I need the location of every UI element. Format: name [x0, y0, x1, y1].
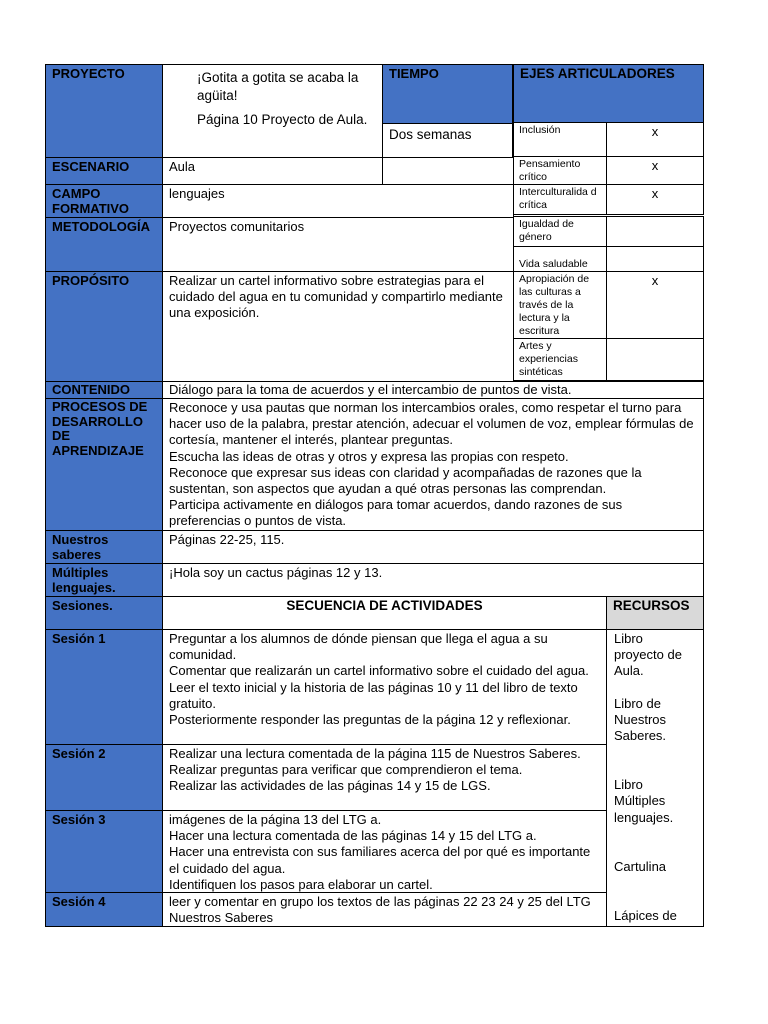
metodologia-value: Proyectos comunitarios — [162, 217, 514, 272]
activity-line: leer y comentar en grupo los textos de las páginas 22 23 24 y 25 del LTG Nuestros Saberes — [169, 894, 591, 926]
session-label: Sesión 3 — [45, 810, 163, 893]
activity-line: Hacer una entrevista con sus familiares acerca del por qué es importante el cuidado del agua. — [169, 844, 591, 876]
ejes-label: EJES ARTICULADORES — [513, 64, 704, 123]
recurso-item: Lápices de — [614, 908, 677, 924]
activity-line: Comentar que realizarán un cartel informativo sobre el cuidado del agua. — [169, 663, 589, 679]
recurso-item: Libro de Nuestros Saberes. — [614, 695, 667, 744]
eje-mark: x — [606, 156, 704, 185]
session-activities — [162, 810, 607, 893]
session-label: Sesión 2 — [45, 744, 163, 811]
session-activities — [162, 892, 607, 927]
activity-line: Realizar preguntas para verificar que comprendieron el tema. — [169, 762, 523, 778]
activity-line: Hacer una lectura comentada de las páginas 14 y 15 del LTG a. — [169, 828, 537, 844]
multiples-label: Múltiples lenguajes. — [45, 563, 163, 597]
escenario-empty — [382, 157, 514, 185]
activity-line: Identifiquen los pasos para elaborar un cartel. — [169, 876, 433, 892]
proceso-line: Participa activamente en diálogos para tomar acuerdos, dando razones de sus preferencias o puntos de vista. — [169, 497, 623, 529]
saberes-value: Páginas 22-25, 115. — [162, 530, 704, 564]
tiempo-value: Dos semanas — [382, 123, 513, 158]
escenario-value: Aula — [162, 157, 383, 185]
eje-name: Apropiación de las culturas a través de la lectura y la escritura — [513, 271, 607, 339]
eje-name: Interculturalida d crítica — [513, 184, 607, 215]
activity-line: Leer el texto inicial y la historia de las páginas 10 y 11 del libro de texto gratuito. — [169, 679, 578, 711]
eje-name: Artes y experiencias sintéticas — [513, 338, 607, 381]
recursos-cell — [606, 629, 704, 927]
activity-line: Preguntar a los alumnos de dónde piensan que llega el agua a su comunidad. — [169, 631, 548, 663]
session-label: Sesión 4 — [45, 892, 163, 927]
saberes-label: Nuestros saberes — [45, 530, 163, 564]
proceso-line: Reconoce y usa pautas que norman los intercambios orales, como respetar el turno para hacer uso de la palabra, prestar atención, adecuar el volumen de voz, emplear fórmulas de cortesía, mantener el interés, plantear preguntas. — [169, 400, 694, 448]
escenario-label: ESCENARIO — [45, 157, 163, 185]
proyecto-label: PROYECTO — [45, 64, 163, 158]
proceso-line: Reconoce que expresar sus ideas con claridad y acompañadas de razones que la sustentan, son aspectos que ayudan a qué otras personas las comprendan. — [169, 464, 642, 497]
eje-name: Inclusión — [513, 122, 607, 157]
eje-mark — [606, 338, 704, 381]
sesiones-label: Sesiones. — [45, 596, 163, 630]
project-title-cell — [162, 64, 383, 158]
project-title: ¡Gotita a gotita se acaba la agüita! — [197, 70, 359, 103]
activity-line: Posteriormente responder las preguntas de la página 12 y reflexionar. — [169, 712, 571, 728]
recursos-label: RECURSOS — [606, 596, 704, 630]
contenido-label: CONTENIDO — [45, 381, 163, 399]
eje-mark: x — [606, 122, 704, 157]
secuencia-label: SECUENCIA DE ACTIVIDADES — [162, 596, 607, 630]
session-activities — [162, 629, 607, 745]
campo-value: lenguajes — [162, 184, 514, 218]
tiempo-label: TIEMPO — [382, 64, 513, 124]
proposito-label: PROPÓSITO — [45, 271, 163, 382]
multiples-value: ¡Hola soy un cactus páginas 12 y 13. — [162, 563, 704, 597]
proposito-value: Realizar un cartel informativo sobre estrategias para el cuidado del agua en tu comunidad y compartirlo mediante una exposición. — [162, 271, 514, 382]
procesos-label: PROCESOS DE DESARROLLO DE APRENDIZAJE — [45, 398, 163, 531]
recurso-item: Libro Múltiples lenguajes. — [614, 777, 674, 825]
campo-label: CAMPO FORMATIVO — [45, 184, 163, 218]
activity-line: Realizar las actividades de las páginas 14 y 15 de LGS. — [169, 778, 491, 794]
eje-name: Pensamiento crítico — [513, 156, 607, 185]
recurso-item: Libro proyecto de Aula. — [614, 631, 682, 679]
eje-name: Igualdad de género — [513, 216, 607, 247]
activity-line: Realizar una lectura comentada de la página 115 de Nuestros Saberes. — [169, 746, 581, 761]
activity-line: imágenes de la página 13 del LTG a. — [169, 812, 382, 827]
session-activities — [162, 744, 607, 811]
project-page: Página 10 Proyecto de Aula. — [197, 112, 368, 127]
metodologia-label: METODOLOGÍA — [45, 217, 163, 272]
eje-mark — [606, 216, 704, 247]
eje-mark: x — [606, 271, 704, 339]
eje-mark: x — [606, 184, 704, 215]
recurso-item: Cartulina — [614, 858, 667, 874]
contenido-value: Diálogo para la toma de acuerdos y el intercambio de puntos de vista. — [162, 381, 704, 399]
eje-mark — [606, 246, 704, 272]
eje-name: Vida saludable — [513, 246, 607, 272]
procesos-cell — [162, 398, 704, 531]
session-label: Sesión 1 — [45, 629, 163, 745]
proceso-line: Escucha las ideas de otras y otros y expresa las propias con respeto. — [169, 448, 569, 464]
